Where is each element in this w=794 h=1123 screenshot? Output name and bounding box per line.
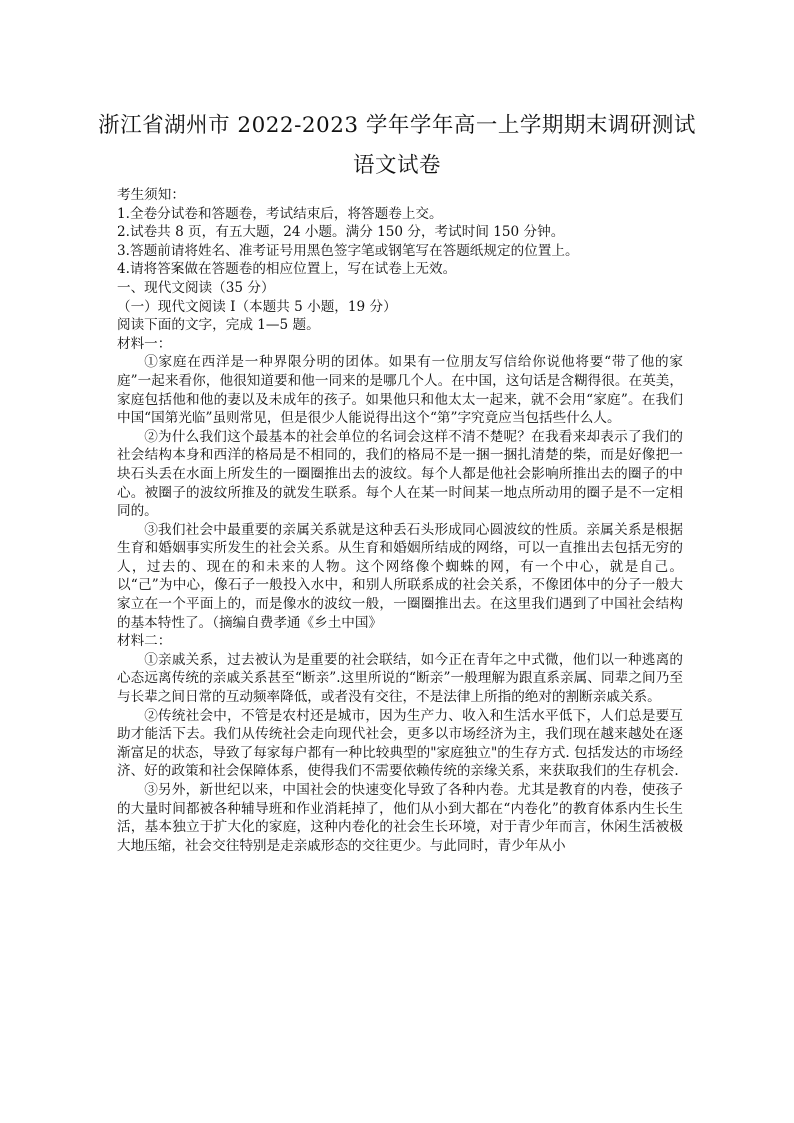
notice-item: 3.答题前请将姓名、准考证号用黑色签字笔或钢笔写在答题纸规定的位置上。	[117, 242, 579, 259]
section-heading: 一、现代文阅读（35 分）	[117, 279, 275, 296]
material1-paragraph: ③我们社会中最重要的亲属关系就是这种丢石头形成同心圆波纹的性质。亲属关系是根据生育和婚姻事实所发生的社会关系。从生育和婚姻所结成的网络，可以一直推出去包括无穷的人，过去的、现在的和未来的人物。这个网络像个蜘蛛的网，有一个中心，就是自己。以“己”为中心，像石子一般投入水中，和别人所联系成的社会关系，不像团体中的分子一般大家立在一个平面上的，而是像水的波纹一般，一圈圈推出去。在这里我们遇到了中国社会结构的基本特性了。（摘编自费孝通《乡土中国》	[117, 521, 683, 631]
notice-heading: 考生须知：	[117, 187, 185, 203]
material2-paragraph: ①亲戚关系，过去被认为是重要的社会联结，如今正在青年之中式微，他们以一种逃离的心态远离传统的亲戚关系甚至“断亲”.这里所说的“断亲”一般理解为跟直系亲属、同辈之间乃至与长辈之间日常的互动频率降低，或者没有交往，不是法律上所指的绝对的割断亲戚关系。	[117, 651, 683, 706]
notice-item: 2.试卷共 8 页，有五大题，24 小题。满分 150 分，考试时间 150 分钟。	[117, 224, 565, 241]
notice-item: 1.全卷分试卷和答题卷，考试结束后，将答题卷上交。	[117, 205, 443, 222]
material2-label: 材料二：	[117, 633, 172, 650]
exam-content	[117, 186, 683, 855]
material2-paragraph: ③另外，新世纪以来，中国社会的快速变化导致了各种内卷。尤其是教育的内卷，使孩子的大量时间都被各种辅导班和作业消耗掉了，他们从小到大都在“内卷化”的教育体系内生长生活，基本独立于扩大化的家庭，这种内卷化的社会生长环境，对于青少年而言，休闲生活被极大地压缩，社会交往特别是走亲戚形态的交往更少。与此同时，青少年从小	[117, 782, 683, 854]
exam-subtitle: 语文试卷	[352, 153, 441, 178]
exam-title: 浙江省湖州市 2022-2023 学年学年高一上学期期末调研测试	[98, 113, 696, 138]
section-subheading: （一）现代文阅读 I（本题共 5 小题，19 分）	[117, 298, 397, 315]
material1-label: 材料一：	[117, 335, 172, 352]
material1-paragraph: ②为什么我们这个最基本的社会单位的名词会这样不清不楚呢？在我看来却表示了我们的社会结构本身和西洋的格局是不相同的，我们的格局不是一捆一捆扎清楚的柴，而是好像把一块石头丢在水面上所发生的一圈圈推出去的波纹。每个人都是他社会影响所推出去的圈子的中心。被圈子的波纹所推及的就发生联系。每个人在某一时间某一地点所动用的圈子是不一定相同的。	[117, 428, 683, 520]
material1-paragraph: ①家庭在西洋是一种界限分明的团体。如果有一位朋友写信给你说他将要“带了他的家庭”一起来看你，他很知道要和他一同来的是哪几个人。在中国，这句话是含糊得很。在英美，家庭包括他和他的妻以及未成年的孩子。如果他只和他太太一起来，就不会用“家庭”。在我们中国“国第光临”虽则常见，但是很少人能说得出这个“第”字究竟应当包括些什么人。	[117, 354, 683, 427]
notice-item: 4.请将答案做在答题卷的相应位置上，写在试卷上无效。	[117, 261, 457, 278]
material2-paragraph: ②传统社会中，不管是农村还是城市，因为生产力、收入和生活水平低下，人们总是要互助才能活下去。我们从传统社会走向现代社会，更多以市场经济为主，我们现在越来越处在逐渐富足的状态，导致了每家每户都有一种比较典型的"家庭独立"的生存方式. 包括发达的市场经济、好的政策和社会保障体系，使得我们不需要依赖传统的亲缘关系，来获取我们的生存机会.	[117, 707, 683, 780]
section-instruction: 阅读下面的文字，完成 1—5 题。	[117, 317, 320, 334]
